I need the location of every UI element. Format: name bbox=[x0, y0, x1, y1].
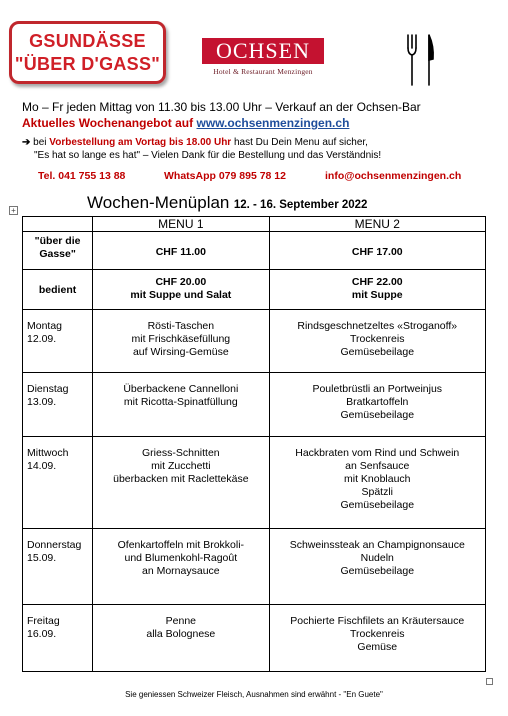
ochsen-logo bbox=[202, 38, 324, 76]
day-cell bbox=[23, 437, 93, 529]
dish-line: an Senfsauce bbox=[345, 460, 410, 472]
day-date: 16.09. bbox=[27, 628, 57, 640]
preorder-prefix: bei bbox=[33, 137, 50, 148]
day-name: Donnerstag bbox=[27, 539, 82, 551]
dish-line: überbacken mit Raclettekäse bbox=[113, 473, 249, 485]
day-cell bbox=[23, 529, 93, 605]
dish-line: Gemüse bbox=[357, 641, 398, 653]
weekly-offer-line bbox=[22, 116, 349, 130]
title-main: Wochen-Menüplan bbox=[87, 193, 230, 212]
dish-line: Bratkartoffeln bbox=[346, 396, 409, 408]
dish-line: Rösti-Taschen bbox=[147, 320, 215, 332]
dish-line: Griess-Schnitten bbox=[142, 447, 220, 459]
day-row-montag bbox=[23, 310, 486, 373]
price-label: bedient bbox=[23, 270, 93, 310]
dish-line: Schweinssteak an Champignonsauce bbox=[289, 539, 465, 551]
price-row-served bbox=[23, 270, 486, 310]
price-row-takeaway bbox=[23, 232, 486, 270]
table-header-row bbox=[23, 217, 486, 232]
menu-1-dish bbox=[93, 373, 269, 437]
menu-1-dish bbox=[93, 605, 269, 672]
dish-line: auf Wirsing-Gemüse bbox=[132, 346, 229, 358]
day-date: 13.09. bbox=[27, 396, 57, 408]
dish-line: mit Frischkäsefüllung bbox=[131, 333, 231, 345]
day-date: 12.09. bbox=[27, 333, 57, 345]
price-line: mit Suppe bbox=[351, 289, 403, 301]
contact-phone: Tel. 041 755 13 88 bbox=[38, 170, 126, 182]
logo-subtitle: Hotel & Restaurant Menzingen bbox=[213, 67, 313, 76]
day-date: 15.09. bbox=[27, 552, 57, 564]
day-cell bbox=[23, 310, 93, 373]
day-row-donnerstag bbox=[23, 529, 486, 605]
day-name: Freitag bbox=[27, 615, 60, 627]
header-menu-1: MENU 1 bbox=[93, 217, 269, 232]
contact-whatsapp: WhatsApp 079 895 78 12 bbox=[164, 170, 286, 182]
dish-line: Trockenreis bbox=[350, 333, 405, 345]
dish-line: an Mornaysauce bbox=[142, 565, 220, 577]
price-line: CHF 22.00 bbox=[351, 276, 403, 288]
dish-line: Gemüsebeilage bbox=[340, 346, 415, 358]
dish-line: Spätzli bbox=[361, 486, 394, 498]
day-name: Mittwoch bbox=[27, 447, 69, 459]
price-menu-1 bbox=[93, 232, 269, 270]
opening-hours: Mo – Fr jeden Mittag von 11.30 bis 13.00 Uhr – Verkauf an der Ochsen-Bar bbox=[22, 100, 421, 114]
price-line: CHF 11.00 bbox=[155, 246, 206, 258]
page-title bbox=[87, 193, 367, 213]
footer-note: Sie geniessen Schweizer Fleisch, Ausnahmen sind erwähnt - "En Guete" bbox=[125, 690, 383, 699]
price-line: CHF 20.00 bbox=[155, 276, 207, 288]
weekly-offer-label: Aktuelles Wochenangebot auf bbox=[22, 116, 194, 130]
day-name: Montag bbox=[27, 320, 63, 332]
day-cell bbox=[23, 605, 93, 672]
dish-line: Pouletbrüstli an Portweinjus bbox=[312, 383, 443, 395]
dish-line: Pochierte Fischfilets an Kräutersauce bbox=[290, 615, 465, 627]
menu-2-dish bbox=[269, 310, 485, 373]
menu-1-dish bbox=[93, 529, 269, 605]
price-menu-2 bbox=[269, 232, 485, 270]
menu-table bbox=[22, 216, 486, 672]
preorder-highlight: Vorbestellung am Vortag bis 18.00 Uhr bbox=[49, 137, 232, 148]
dish-line: mit Zucchetti bbox=[151, 460, 211, 472]
day-row-freitag bbox=[23, 605, 486, 672]
day-cell bbox=[23, 373, 93, 437]
price-line: CHF 17.00 bbox=[351, 246, 403, 258]
preorder-suffix: hast Du Dein Menu auf sicher, bbox=[231, 137, 368, 148]
dish-line: mit Knoblauch bbox=[343, 473, 411, 485]
website-link[interactable]: www.ochsenmenzingen.ch bbox=[196, 116, 350, 130]
dish-line: Nudeln bbox=[360, 552, 394, 564]
menu-2-dish bbox=[269, 529, 485, 605]
day-name: Dienstag bbox=[27, 383, 69, 395]
menu-2-dish bbox=[269, 373, 485, 437]
dish-line: Hackbraten vom Rind und Schwein bbox=[295, 447, 460, 459]
dish-line: Rindsgeschnetzeltes «Stroganoff» bbox=[297, 320, 458, 332]
arrow-right-icon: ➔ bbox=[22, 137, 31, 148]
price-label: "über die Gasse" bbox=[23, 232, 93, 270]
menu-1-dish bbox=[93, 437, 269, 529]
dish-line: Ofenkartoffeln mit Brokkoli- bbox=[117, 539, 245, 551]
title-dates: 12. - 16. September 2022 bbox=[233, 199, 368, 211]
logo-name: OCHSEN bbox=[202, 38, 324, 64]
menu-2-dish bbox=[269, 437, 485, 529]
badge-gsundaesse bbox=[9, 21, 166, 84]
dish-line: alla Bolognese bbox=[146, 628, 216, 640]
dish-line: Gemüsebeilage bbox=[340, 565, 415, 577]
table-resize-handle[interactable] bbox=[486, 678, 493, 685]
dish-line: Überbackene Cannelloni bbox=[123, 383, 239, 395]
price-menu-2 bbox=[269, 270, 485, 310]
menu-1-dish bbox=[93, 310, 269, 373]
day-row-mittwoch bbox=[23, 437, 486, 529]
day-date: 14.09. bbox=[27, 460, 57, 472]
dish-line: Gemüsebeilage bbox=[340, 499, 415, 511]
contact-email[interactable]: info@ochsenmenzingen.ch bbox=[325, 170, 462, 182]
header-menu-2: MENU 2 bbox=[269, 217, 485, 232]
table-move-handle[interactable]: + bbox=[9, 206, 18, 215]
price-line: mit Suppe und Salat bbox=[130, 289, 232, 301]
dish-line: und Blumenkohl-Ragoût bbox=[124, 552, 238, 564]
fork-knife-icon bbox=[404, 32, 436, 88]
dish-line: mit Ricotta-Spinatfüllung bbox=[123, 396, 238, 408]
badge-line-2: "ÜBER D'GASS" bbox=[14, 54, 161, 74]
menu-2-dish bbox=[269, 605, 485, 672]
dish-line: Trockenreis bbox=[350, 628, 405, 640]
header-empty bbox=[23, 217, 93, 232]
badge-line-1: GSUNDÄSSE bbox=[29, 31, 146, 51]
dish-line: Penne bbox=[165, 615, 197, 627]
dish-line: Gemüsebeilage bbox=[340, 409, 415, 421]
preorder-line bbox=[22, 137, 368, 148]
day-row-dienstag bbox=[23, 373, 486, 437]
price-menu-1 bbox=[93, 270, 269, 310]
quote-line: "Es hat so lange es hat" – Vielen Dank für die Bestellung und das Verständnis! bbox=[34, 150, 382, 161]
